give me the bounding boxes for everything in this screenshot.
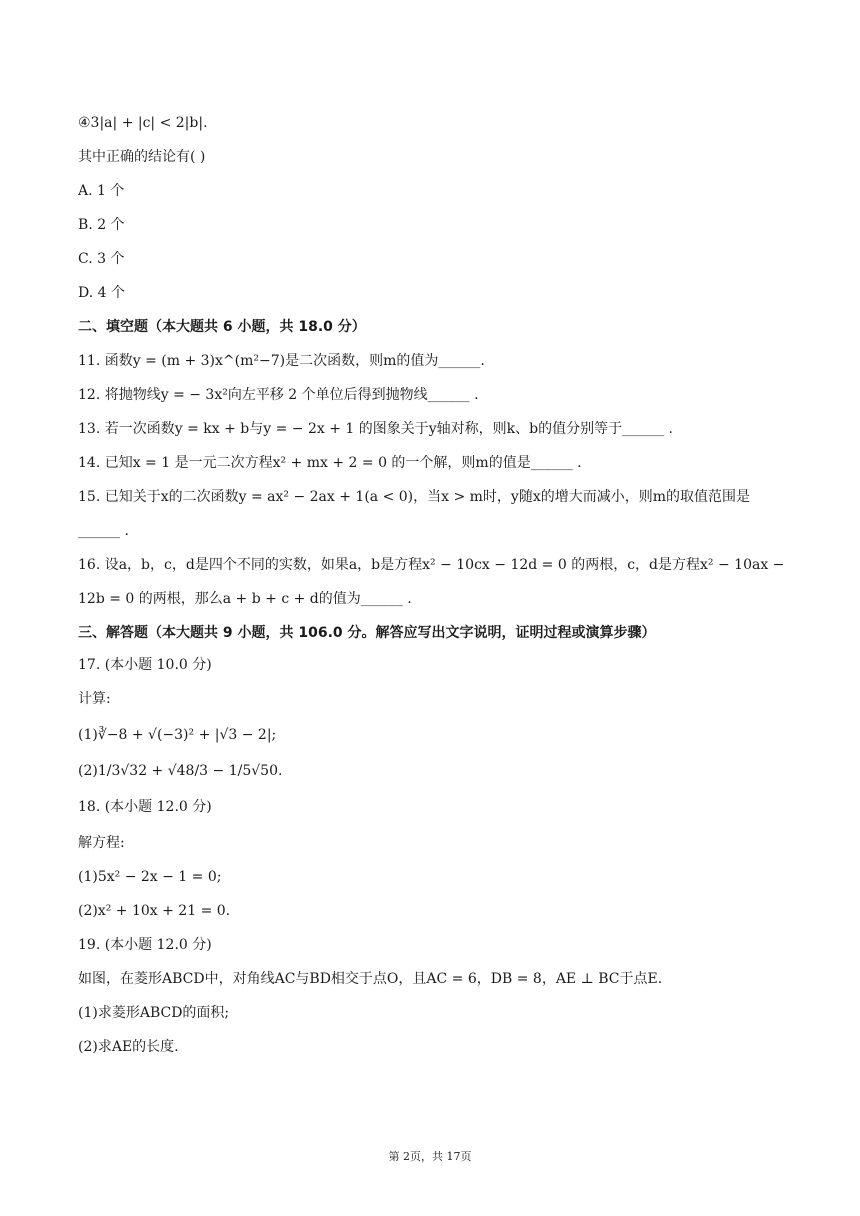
- section-heading: 二、填空题（本大题共 6 小题，共 18.0 分）: [78, 319, 366, 335]
- text-line: (2)1/3√32 + √48/3 − 1/5√50.: [78, 763, 283, 779]
- text-line: (2)求AE的长度.: [78, 1039, 179, 1055]
- text-line: 15. 已知关于x的二次函数y = ax² − 2ax + 1(a < 0)，当x > m时，y随x的增大而减小，则m的取值范围是: [78, 489, 751, 505]
- text-line: A. 1 个: [78, 183, 125, 199]
- text-line: B. 2 个: [78, 217, 125, 233]
- text-line: (2)x² + 10x + 21 = 0.: [78, 903, 231, 919]
- text-line: 11. 函数y = (m + 3)x^(m²−7)是二次函数，则m的值为______.: [78, 353, 485, 369]
- text-line: 计算:: [78, 691, 111, 707]
- text-line: 13. 若一次函数y = kx + b与y = − 2x + 1 的图象关于y轴对称，则k、b的值分别等于______ .: [78, 421, 673, 437]
- section-heading: 三、解答题（本大题共 9 小题，共 106.0 分。解答应写出文字说明，证明过程或演算步骤）: [78, 625, 656, 641]
- text-line: C. 3 个: [78, 251, 125, 267]
- text-line: (1)求菱形ABCD的面积;: [78, 1005, 230, 1021]
- text-line: ④3|a| + |c| < 2|b|.: [78, 115, 208, 131]
- text-line: 12b = 0 的两根，那么a + b + c + d的值为______ .: [78, 591, 412, 607]
- text-line: 18. (本小题 12.0 分): [78, 799, 212, 815]
- text-line: D. 4 个: [78, 285, 125, 301]
- page-footer: 第 2页，共 17页: [388, 1150, 472, 1163]
- text-line: ______ .: [78, 523, 129, 539]
- text-line: 12. 将抛物线y = − 3x²向左平移 2 个单位后得到抛物线______ .: [78, 387, 479, 403]
- text-line: 其中正确的结论有( ): [78, 149, 206, 165]
- text-line: 如图，在菱形ABCD中，对角线AC与BD相交于点O，且AC = 6，DB = 8，AE ⊥ BC于点E.: [78, 971, 663, 987]
- text-line: 解方程:: [78, 835, 125, 851]
- text-line: 17. (本小题 10.0 分): [78, 657, 212, 673]
- text-line: 14. 已知x = 1 是一元二次方程x² + mx + 2 = 0 的一个解，则m的值是______ .: [78, 455, 582, 471]
- text-line: (1)5x² − 2x − 1 = 0;: [78, 869, 222, 885]
- text-line: 19. (本小题 12.0 分): [78, 937, 212, 953]
- text-line: (1)∛−8 + √(−3)² + |√3 − 2|;: [78, 727, 277, 743]
- text-line: 16. 设a，b，c，d是四个不同的实数，如果a，b是方程x² − 10cx − 12d = 0 的两根，c，d是方程x² − 10ax −: [78, 557, 785, 573]
